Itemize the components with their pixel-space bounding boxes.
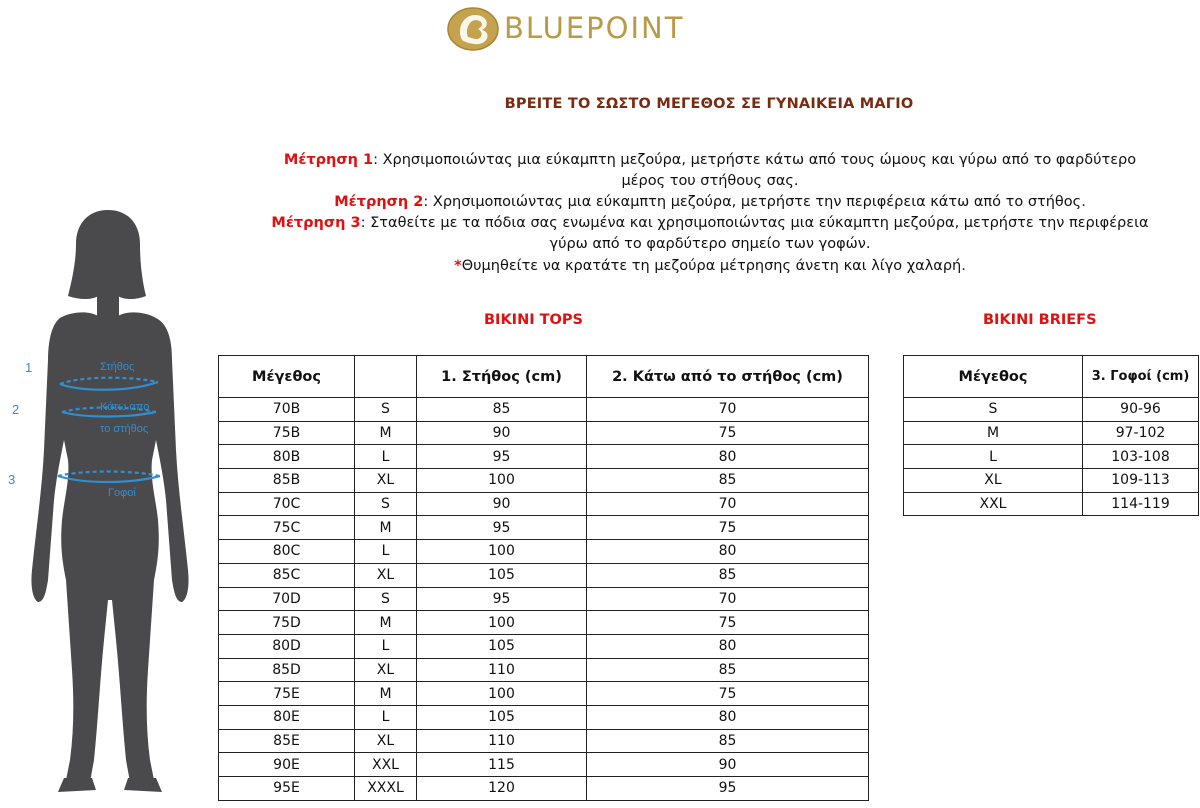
cell-bust: 105 [417,705,587,729]
logo-wordmark: BLUEPOINT [504,11,685,45]
cell-letter-size: S [355,492,417,516]
measurement-2-text: : Χρησιμοποιώντας μια εύκαμπτη μεζούρα, μετρήστε την περιφέρεια κάτω από το στήθος. [423,194,1086,210]
cell-under-bust: 95 [587,777,869,801]
cell-letter-size: L [355,445,417,469]
cell-size: 75B [219,421,355,445]
woman-silhouette-icon [0,200,220,804]
cell-under-bust: 90 [587,753,869,777]
note-asterisk: * [454,258,462,274]
cell-letter-size: XL [355,469,417,493]
bikini-tops-title: BIKINI TOPS [484,312,583,328]
measurement-3-label: Μέτρηση 3 [271,215,361,231]
cell-bust: 115 [417,753,587,777]
cell-size: S [904,398,1083,422]
cell-under-bust: 85 [587,469,869,493]
cell-size: 85E [219,729,355,753]
cell-letter-size: L [355,705,417,729]
table-row [219,421,869,445]
cell-size: 85B [219,469,355,493]
instruction-2 [220,192,1200,213]
cell-under-bust: 80 [587,445,869,469]
cell-under-bust: 80 [587,540,869,564]
cell-size: 70B [219,398,355,422]
table-row [219,705,869,729]
cell-letter-size: S [355,587,417,611]
cell-bust: 110 [417,729,587,753]
cell-hips: 103-108 [1083,445,1199,469]
measurement-1-text-cont: μέρος του στήθους σας. [621,173,799,190]
table-row [219,398,869,422]
instruction-1 [220,150,1200,193]
cell-size: 75C [219,516,355,540]
table-row [219,516,869,540]
cell-hips: 114-119 [1083,492,1199,516]
marker-3: 3 [8,472,16,487]
under-bust-label-b: το στήθος [100,423,149,435]
cell-size: 95E [219,777,355,801]
cell-letter-size: S [355,398,417,422]
chest-label: Στήθος [100,361,135,373]
measurement-1-text: : Χρησιμοποιώντας μια εύκαμπτη μεζούρα, μετρήστε κάτω από τους ώμους και γύρω από το φαρδύτερο [373,152,1137,168]
table-row [219,563,869,587]
body-measurement-figure [0,200,220,804]
cell-bust: 105 [417,634,587,658]
table-header-row [904,356,1199,398]
instruction-3 [220,213,1200,256]
cell-bust: 100 [417,611,587,635]
cell-bust: 100 [417,540,587,564]
cell-letter-size: XL [355,729,417,753]
cell-size: 90E [219,753,355,777]
cell-under-bust: 80 [587,705,869,729]
header-under-bust: 2. Κάτω από το στήθος (cm) [587,356,869,398]
cell-size: XL [904,469,1083,493]
cell-bust: 100 [417,469,587,493]
header-size: Μέγεθος [219,356,355,398]
table-row [904,398,1199,422]
cell-size: 75E [219,682,355,706]
cell-size: 85D [219,658,355,682]
page-title: ΒΡΕΙΤΕ ΤΟ ΣΩΣΤΟ ΜΕΓΕΘΟΣ ΣΕ ΓΥΝΑΙΚΕΙΑ ΜΑΓΙΟ [504,96,914,112]
cell-hips: 90-96 [1083,398,1199,422]
cell-bust: 120 [417,777,587,801]
marker-1: 1 [25,360,33,375]
cell-under-bust: 70 [587,587,869,611]
table-row [219,540,869,564]
cell-size: 85C [219,563,355,587]
bikini-briefs-table [903,355,1199,516]
cell-size: XXL [904,492,1083,516]
bikini-briefs-title: BIKINI BRIEFS [983,312,1097,328]
cell-bust: 85 [417,398,587,422]
table-row [219,469,869,493]
cell-size: 80E [219,705,355,729]
cell-size: 70D [219,587,355,611]
brand-logo [446,4,776,54]
table-row [219,634,869,658]
cell-letter-size: L [355,540,417,564]
cell-size: M [904,421,1083,445]
table-row [904,421,1199,445]
cell-size: 75D [219,611,355,635]
cell-under-bust: 70 [587,398,869,422]
cell-letter-size: XL [355,658,417,682]
table-row [219,753,869,777]
cell-under-bust: 75 [587,682,869,706]
header-hips: 3. Γοφοί (cm) [1083,356,1199,398]
cell-hips: 109-113 [1083,469,1199,493]
cell-size: L [904,445,1083,469]
cell-letter-size: M [355,611,417,635]
table-row [219,658,869,682]
measurement-1-label: Μέτρηση 1 [283,152,374,168]
cell-bust: 95 [417,587,587,611]
table-row [219,729,869,753]
table-row [904,469,1199,493]
table-row [219,587,869,611]
cell-under-bust: 75 [587,421,869,445]
header-size: Μέγεθος [904,356,1083,398]
cell-letter-size: M [355,421,417,445]
cell-letter-size: XXL [355,753,417,777]
cell-size: 70C [219,492,355,516]
cell-letter-size: XXXL [355,777,417,801]
measurement-2-label: Μέτρηση 2 [334,194,424,210]
cell-bust: 90 [417,421,587,445]
table-row [219,777,869,801]
cell-under-bust: 80 [587,634,869,658]
under-bust-label-a: Κάτω απο [100,401,150,413]
cell-size: 80B [219,445,355,469]
bikini-tops-table [218,355,869,801]
cell-bust: 100 [417,682,587,706]
cell-bust: 95 [417,516,587,540]
cell-letter-size: M [355,516,417,540]
cell-letter-size: L [355,634,417,658]
cell-bust: 95 [417,445,587,469]
cell-size: 80D [219,634,355,658]
measurement-3-text: : Σταθείτε με τα πόδια σας ενωμένα και χρησιμοποιώντας μια εύκαμπτη μεζούρα, μετρήστε την περιφέρεια [360,215,1149,231]
cell-under-bust: 70 [587,492,869,516]
measurement-3-text-cont: γύρω από το φαρδύτερο σημείο των γοφών. [549,236,871,253]
cell-under-bust: 85 [587,729,869,753]
cell-under-bust: 75 [587,611,869,635]
header-letter-size [355,356,417,398]
table-row [219,445,869,469]
instruction-note [220,256,1200,277]
hips-label: Γοφοί [108,487,136,499]
table-row [904,492,1199,516]
table-row [904,445,1199,469]
cell-bust: 110 [417,658,587,682]
logo-mark-icon [446,4,502,54]
note-text: Θυμηθείτε να κρατάτε τη μεζούρα μέτρησης άνετη και λίγο χαλαρή. [461,258,966,274]
cell-under-bust: 85 [587,658,869,682]
cell-letter-size: M [355,682,417,706]
cell-bust: 90 [417,492,587,516]
cell-bust: 105 [417,563,587,587]
cell-under-bust: 85 [587,563,869,587]
table-header-row [219,356,869,398]
cell-letter-size: XL [355,563,417,587]
table-row [219,611,869,635]
table-row [219,682,869,706]
cell-hips: 97-102 [1083,421,1199,445]
cell-size: 80C [219,540,355,564]
table-row [219,492,869,516]
header-bust: 1. Στήθος (cm) [417,356,587,398]
cell-under-bust: 75 [587,516,869,540]
marker-2: 2 [12,402,20,417]
